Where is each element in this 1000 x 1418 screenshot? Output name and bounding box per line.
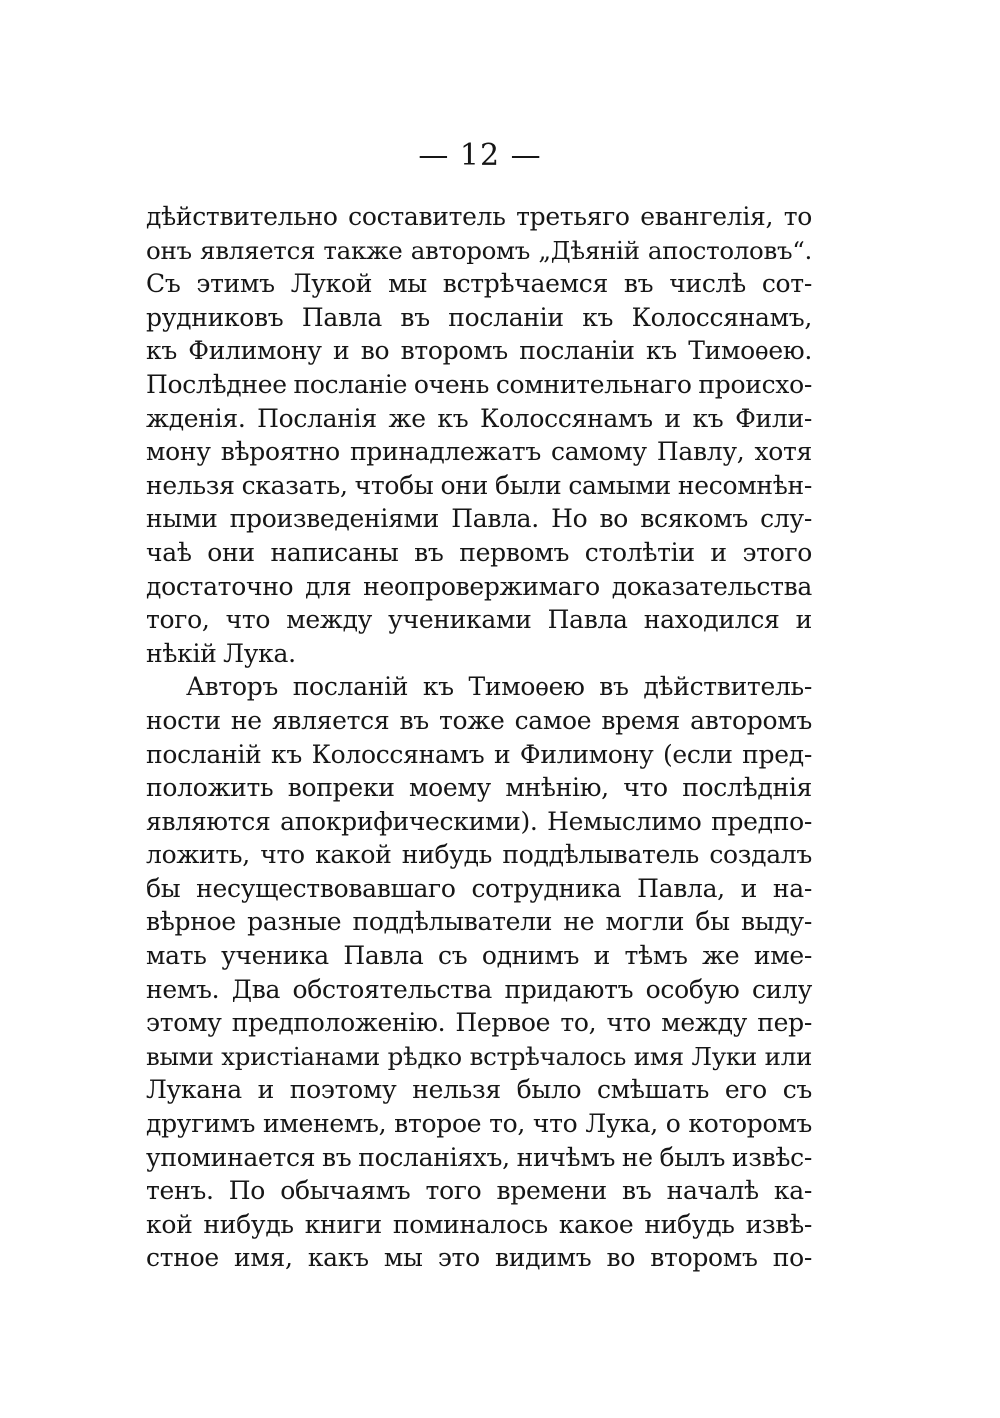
text-line: кой нибудь книги поминалось какое нибудь извѣ-	[146, 1209, 812, 1239]
text-line: къ Филимону и во второмъ посланіи къ Тимоѳею.	[146, 336, 812, 366]
text-line: того, что между учениками Павла находился и	[146, 605, 812, 635]
text-line: жденія. Посланія же къ Колоссянамъ и къ Фили-	[146, 403, 812, 433]
text-line: вѣрное разные поддѣлыватели не могли бы выду-	[146, 907, 812, 937]
text-line: нѣкій Лука.	[146, 638, 296, 668]
text-line: другимъ именемъ, второе то, что Лука, о которомъ	[146, 1109, 812, 1139]
text-line: Съ этимъ Лукой мы встрѣчаемся въ числѣ сот-	[146, 269, 812, 299]
text-line: выми христіанами рѣдко встрѣчалось имя Луки или	[146, 1041, 812, 1071]
text-line: Лукана и поэтому нельзя было смѣшать его съ	[146, 1075, 812, 1105]
text-line: Послѣднее посланіе очень сомнительнаго происхо-	[146, 369, 812, 399]
text-line: немъ. Два обстоятельства придаютъ особую силу	[146, 974, 812, 1004]
text-line: стное имя, какъ мы это видимъ во второмъ по-	[146, 1243, 812, 1273]
text-line: нельзя сказать, чтобы они были самыми несомнѣн-	[146, 470, 812, 500]
text-line: мать ученика Павла съ однимъ и тѣмъ же име-	[146, 941, 812, 971]
text-line: Авторъ посланій къ Тимоѳею въ дѣйствитель-	[186, 672, 812, 702]
page-number: — 12 —	[418, 138, 542, 173]
text-line: тенъ. По обычаямъ того времени въ началѣ ка-	[146, 1176, 812, 1206]
text-line: достаточно для неопровержимаго доказательства	[146, 571, 812, 601]
body-text	[146, 200, 812, 1275]
paragraph-2	[146, 670, 812, 1275]
text-line: ными произведеніями Павла. Но во всякомъ слу-	[146, 504, 812, 534]
text-line: дѣйствительно составитель третьяго евангелія, то	[146, 202, 812, 231]
text-line: онъ является также авторомъ „Дѣяній апостоловъ“.	[146, 235, 812, 265]
text-line: ности не является въ тоже самое время авторомъ	[146, 705, 812, 735]
text-line: мону вѣроятно принадлежатъ самому Павлу, хотя	[146, 437, 812, 467]
text-line: этому предположенію. Первое то, что между пер-	[146, 1008, 812, 1038]
text-line: посланій къ Колоссянамъ и Филимону (если пред-	[146, 739, 812, 769]
text-line: чаѣ они написаны въ первомъ столѣтіи и этого	[146, 537, 812, 567]
text-line: являются апокрифическими). Немыслимо предпо-	[146, 806, 812, 836]
text-line: положить вопреки моему мнѣнію, что послѣднія	[146, 773, 812, 803]
text-line: упоминается въ посланіяхъ, ничѣмъ не былъ извѣс-	[146, 1142, 812, 1172]
text-line: бы несуществовавшаго сотрудника Павла, и на-	[146, 873, 812, 903]
paragraph-1	[146, 200, 812, 670]
text-line: рудниковъ Павла въ посланіи къ Колоссянамъ,	[146, 302, 812, 332]
text-line: ложить, что какой нибудь поддѣлыватель создалъ	[146, 840, 812, 870]
